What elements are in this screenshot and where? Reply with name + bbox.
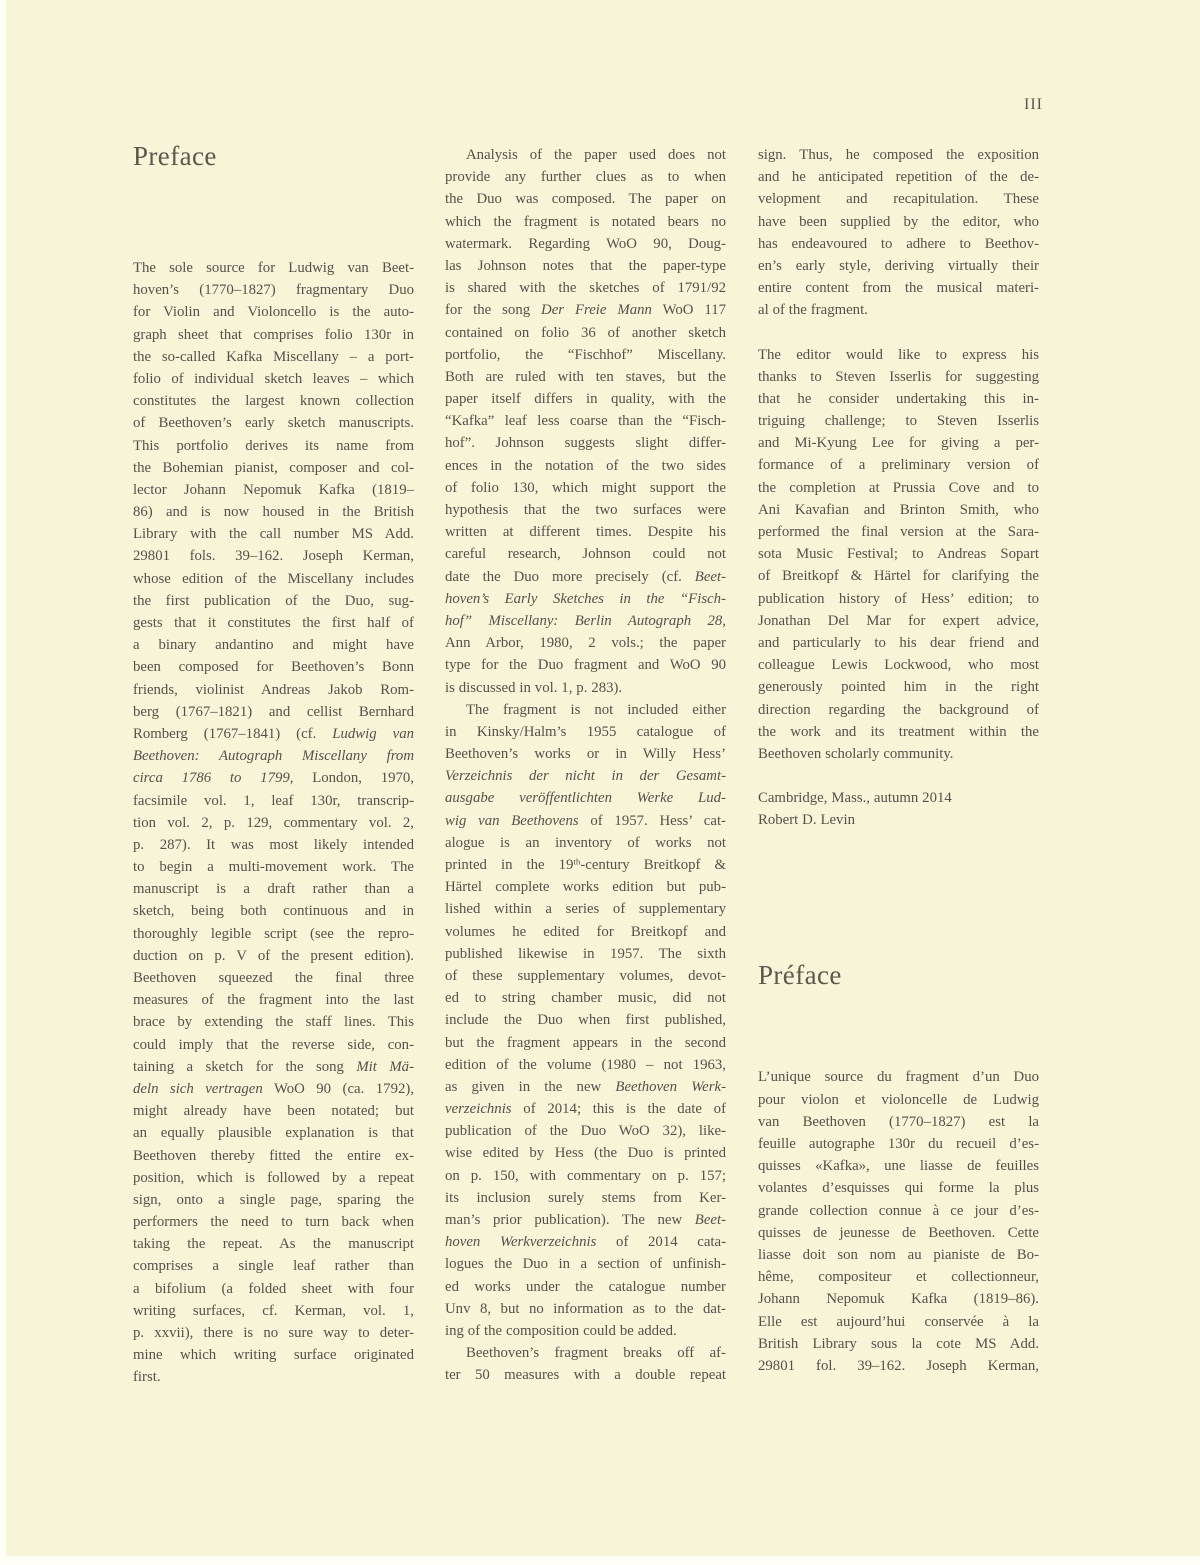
text-line: a binary andantino and might have: [133, 637, 414, 654]
text-line: quisses de jeunesse de Beethoven. Cette: [758, 1224, 1039, 1241]
text-line: taking the repeat. As the manuscript: [133, 1236, 414, 1253]
text-line: feuille autographe 130r du recueil d’es-: [758, 1136, 1039, 1152]
text-line: Romberg (1767–1841) (cf. Ludwig van: [133, 725, 414, 742]
text-line: quisses «Kafka», une liasse de feuilles: [758, 1158, 1039, 1175]
text-line: an equally plausible explanation is that: [133, 1125, 414, 1142]
text-line: careful research, Johnson could not: [445, 546, 726, 563]
text-line: colleague Lewis Lockwood, who most: [758, 657, 1039, 674]
text-line: written at different times. Despite his: [445, 524, 726, 541]
vertical-gap: [133, 172, 414, 257]
text-line: hof” Miscellany: Berlin Autograph 28,: [445, 612, 726, 629]
text-line: man’s prior publication). The new Beet-: [445, 1212, 726, 1228]
vertical-gap: [758, 991, 1039, 1066]
text-line: constitutes the largest known collection: [133, 393, 414, 410]
text-line: writing surfaces, cf. Kerman, vol. 1,: [133, 1302, 414, 1319]
text-line: first.: [133, 1369, 161, 1386]
text-line: publication history of Hess’ edition; to: [758, 590, 1039, 607]
text-line: manuscript is a draft rather than a: [133, 881, 414, 898]
text-line: duction on p. V of the present edition).: [133, 947, 414, 964]
text-line: published likewise in 1957. The sixth: [445, 945, 726, 962]
text-line: date the Duo more precisely (cf. Beet-: [445, 568, 726, 585]
text-line: verzeichnis of 2014; this is the date of: [445, 1101, 726, 1118]
text-line: Beethoven’s works or in Willy Hess’: [445, 746, 726, 763]
text-line: volantes d’esquisses qui forme la plus: [758, 1180, 1039, 1197]
text-line: performed the final version at the Sara-: [758, 524, 1039, 540]
text-line: ausgabe veröffentlichten Werke Lud-: [445, 790, 726, 807]
scan-edge-bottom: [0, 1556, 1200, 1565]
text-line: British Library sous la cote MS Add.: [758, 1335, 1039, 1352]
text-line: formance of a preliminary version of: [758, 457, 1039, 474]
text-line: Robert D. Levin: [758, 812, 855, 829]
paragraph: [445, 144, 726, 699]
text-column-2: [445, 144, 726, 1387]
text-line: The sole source for Ludwig van Beet-: [133, 260, 414, 276]
text-line: tion vol. 2, p. 129, commentary vol. 2,: [133, 814, 414, 831]
text-line: sign, onto a single page, sparing the: [133, 1191, 414, 1208]
text-line: van Beethoven (1770–1827) est la: [758, 1113, 1039, 1130]
vertical-gap: [758, 831, 1039, 959]
text-line: the first publication of the Duo, sug-: [133, 592, 414, 609]
text-line: triguing challenge; to Steven Isserlis: [758, 413, 1039, 430]
text-line: volumes he edited for Breitkopf and: [445, 923, 726, 940]
text-line: deln sich vertragen WoO 90 (ca. 1792),: [133, 1080, 414, 1097]
text-line: p. xxvii), there is no sure way to deter-: [133, 1325, 414, 1341]
text-line: Analysis of the paper used does not: [466, 147, 726, 163]
text-line: 29801 fol. 39–162. Joseph Kerman,: [758, 1357, 1039, 1374]
text-line: is discussed in vol. 1, p. 283).: [445, 679, 623, 696]
text-line: for Violin and Violoncello is the auto-: [133, 304, 414, 321]
text-line: pour violon et violoncelle de Ludwig: [758, 1091, 1039, 1108]
text-line: and particularly to his dear friend and: [758, 634, 1039, 651]
text-line: but the fragment appears in the second: [445, 1034, 726, 1051]
text-column-3: [758, 144, 1039, 1377]
text-line: Beethoven’s fragment breaks off af-: [466, 1345, 726, 1362]
text-line: the Duo was composed. The paper on: [445, 191, 726, 208]
text-column-1: [133, 140, 414, 1389]
text-line: lector Johann Nepomuk Kafka (1819–: [133, 481, 414, 498]
text-line: hême, compositeur et collectionneur,: [758, 1269, 1039, 1286]
text-line: the completion at Prussia Cove and to: [758, 479, 1039, 496]
page-number: III: [1024, 96, 1043, 113]
text-line: of Breitkopf & Härtel for clarifying the: [758, 568, 1039, 585]
paragraph: [133, 257, 414, 1389]
text-line: its inclusion surely stems from Ker-: [445, 1189, 726, 1206]
text-line: Elle est aujourd’hui conservée à la: [758, 1313, 1039, 1330]
text-line: gests that it constitutes the first half of: [133, 615, 414, 631]
text-line: the so-called Kafka Miscellany – a port-: [133, 348, 414, 365]
text-line: the work and its treatment within the: [758, 723, 1039, 740]
vertical-gap: [758, 765, 1039, 787]
text-line: hoven’s Early Sketches in the “Fisch-: [445, 590, 726, 607]
text-line: brace by extending the staff lines. This: [133, 1014, 414, 1031]
text-line: ing of the composition could be added.: [445, 1322, 677, 1339]
text-line: hoven’s (1770–1827) fragmentary Duo: [133, 282, 414, 299]
text-line: Jonathan Del Mar for expert advice,: [758, 612, 1039, 629]
text-line: that he consider undertaking this in-: [758, 390, 1039, 407]
text-line: comprises a single leaf rather than: [133, 1258, 414, 1275]
text-line: ed works under the catalogue number: [445, 1278, 726, 1295]
text-line: L’unique source du fragment d’un Duo: [758, 1069, 1039, 1086]
paragraph: [758, 787, 1039, 831]
text-line: of Beethoven’s early sketch manuscripts.: [133, 415, 414, 432]
text-line: Unv 8, but no information as to the dat-: [445, 1300, 726, 1317]
text-line: have been supplied by the editor, who: [758, 213, 1039, 230]
text-line: mine which writing surface originated: [133, 1347, 414, 1364]
text-line: include the Duo when first published,: [445, 1012, 726, 1029]
text-line: could imply that the reverse side, con-: [133, 1036, 414, 1053]
text-line: watermark. Regarding WoO 90, Doug-: [445, 235, 726, 252]
text-line: Library with the call number MS Add.: [133, 526, 414, 543]
text-line: has endeavoured to adhere to Beethov-: [758, 235, 1039, 252]
text-line: en’s early style, deriving virtually their: [758, 257, 1039, 274]
text-line: berg (1767–1821) and cellist Bernhard: [133, 703, 414, 720]
text-line: al of the fragment.: [758, 302, 868, 319]
text-line: Ani Kavafian and Brinton Smith, who: [758, 501, 1039, 518]
text-line: and Mi-Kyung Lee for giving a per-: [758, 435, 1039, 452]
paragraph: [758, 144, 1039, 322]
text-line: which the fragment is notated bears no: [445, 213, 726, 230]
text-line: wig van Beethovens of 1957. Hess’ cat-: [445, 812, 726, 829]
text-line: The fragment is not included either: [466, 701, 726, 718]
preface-heading-french: Préface: [758, 960, 842, 991]
text-line: hoven Werkverzeichnis of 2014 cata-: [445, 1234, 726, 1251]
text-line: contained on folio 36 of another sketch: [445, 324, 726, 341]
text-line: direction regarding the background of: [758, 701, 1039, 718]
text-line: performers the need to turn back when: [133, 1214, 414, 1231]
paragraph: [758, 344, 1039, 766]
text-line: hypothesis that the two surfaces were: [445, 502, 726, 518]
text-line: on p. 150, with commentary on p. 157;: [445, 1167, 726, 1184]
text-line: circa 1786 to 1799, London, 1970,: [133, 770, 414, 787]
text-line: Beethoven scholarly community.: [758, 745, 954, 762]
text-line: Cambridge, Mass., autumn 2014: [758, 790, 952, 807]
text-line: in Kinsky/Halm’s 1955 catalogue of: [445, 723, 726, 740]
text-line: of these supplementary volumes, devot-: [445, 967, 726, 984]
text-line: been composed for Beethoven’s Bonn: [133, 659, 414, 676]
text-line: for the song Der Freie Mann WoO 117: [445, 302, 726, 319]
text-line: publication of the Duo WoO 32), like-: [445, 1123, 726, 1140]
text-line: hof”. Johnson suggests slight differ-: [445, 435, 726, 452]
text-line: ter 50 measures with a double repeat: [445, 1367, 726, 1384]
text-line: is shared with the sketches of 1791/92: [445, 280, 726, 297]
text-line: thoroughly legible script (see the repro-: [133, 925, 414, 942]
text-line: to begin a multi-movement work. The: [133, 859, 414, 876]
text-line: Ann Arbor, 1980, 2 vols.; the paper: [445, 635, 726, 652]
text-line: ences in the notation of the two sides: [445, 457, 726, 474]
text-line: measures of the fragment into the last: [133, 992, 414, 1009]
text-line: 29801 fols. 39–162. Joseph Kerman,: [133, 548, 414, 565]
vertical-gap: [758, 322, 1039, 344]
text-line: lished within a series of supplementary: [445, 901, 726, 918]
text-line: and he anticipated repetition of the de-: [758, 169, 1039, 186]
text-line: as given in the new Beethoven Werk-: [445, 1078, 726, 1095]
text-line: taining a sketch for the song Mit Mä-: [133, 1058, 414, 1075]
text-line: The editor would like to express his: [758, 346, 1039, 363]
paragraph: [445, 1342, 726, 1386]
text-line: alogue is an inventory of works not: [445, 834, 726, 851]
preface-heading-english: Preface: [133, 141, 217, 171]
text-line: sketch, being both continuous and in: [133, 903, 414, 920]
scan-edge-left: [0, 0, 6, 1565]
text-line: might already have been notated; but: [133, 1103, 414, 1120]
text-line: Beethoven thereby fitted the entire ex-: [133, 1147, 414, 1164]
text-line: edition of the volume (1980 – not 1963,: [445, 1056, 726, 1073]
text-line: entire content from the musical materi-: [758, 280, 1039, 297]
text-line: p. 287). It was most likely intended: [133, 836, 414, 853]
text-line: logues the Duo in a section of unfinish-: [445, 1256, 726, 1273]
text-line: 86) and is now housed in the British: [133, 504, 414, 521]
text-line: Both are ruled with ten staves, but the: [445, 368, 726, 385]
text-line: This portfolio derives its name from: [133, 437, 414, 454]
text-line: Beethoven squeezed the final three: [133, 970, 414, 986]
text-line: ed to string chamber music, did not: [445, 990, 726, 1007]
text-line: Härtel complete works edition but pub-: [445, 879, 726, 896]
text-line: folio of individual sketch leaves – which: [133, 370, 414, 387]
text-line: sign. Thus, he composed the exposition: [758, 147, 1039, 163]
text-line: generously pointed him in the right: [758, 679, 1039, 696]
text-line: printed in the 19th-century Breitkopf &: [445, 856, 726, 873]
text-line: portfolio, the “Fischhof” Miscellany.: [445, 346, 726, 363]
text-line: velopment and recapitulation. These: [758, 191, 1039, 208]
text-line: sota Music Festival; to Andreas Sopart: [758, 546, 1039, 563]
paragraph: [445, 699, 726, 1342]
paragraph: [758, 1066, 1039, 1377]
text-line: facsimile vol. 1, leaf 130r, transcrip-: [133, 792, 414, 809]
text-line: paper itself differs in quality, with the: [445, 391, 726, 408]
text-line: thanks to Steven Isserlis for suggesting: [758, 368, 1039, 385]
text-line: wise edited by Hess (the Duo is printed: [445, 1145, 726, 1162]
text-line: Verzeichnis der nicht in der Gesamt-: [445, 768, 726, 785]
text-line: position, which is followed by a repeat: [133, 1169, 414, 1186]
text-line: friends, violinist Andreas Jakob Rom-: [133, 681, 414, 698]
text-line: provide any further clues as to when: [445, 169, 726, 186]
text-line: grande collection connue à ce jour d’es-: [758, 1202, 1039, 1219]
text-line: graph sheet that comprises folio 130r in: [133, 326, 414, 343]
text-line: las Johnson notes that the paper-type: [445, 257, 726, 274]
text-line: liasse doit son nom au pianiste de Bo-: [758, 1246, 1039, 1263]
text-line: a bifolium (a folded sheet with four: [133, 1280, 414, 1297]
text-line: of folio 130, which might support the: [445, 479, 726, 496]
text-line: type for the Duo fragment and WoO 90: [445, 657, 726, 674]
text-line: whose edition of the Miscellany includes: [133, 570, 414, 587]
text-line: Johann Nepomuk Kafka (1819–86).: [758, 1291, 1039, 1308]
text-line: “Kafka” leaf less coarse than the “Fisch-: [445, 413, 726, 430]
text-line: Beethoven: Autograph Miscellany from: [133, 748, 414, 765]
text-line: the Bohemian pianist, composer and col-: [133, 459, 414, 476]
